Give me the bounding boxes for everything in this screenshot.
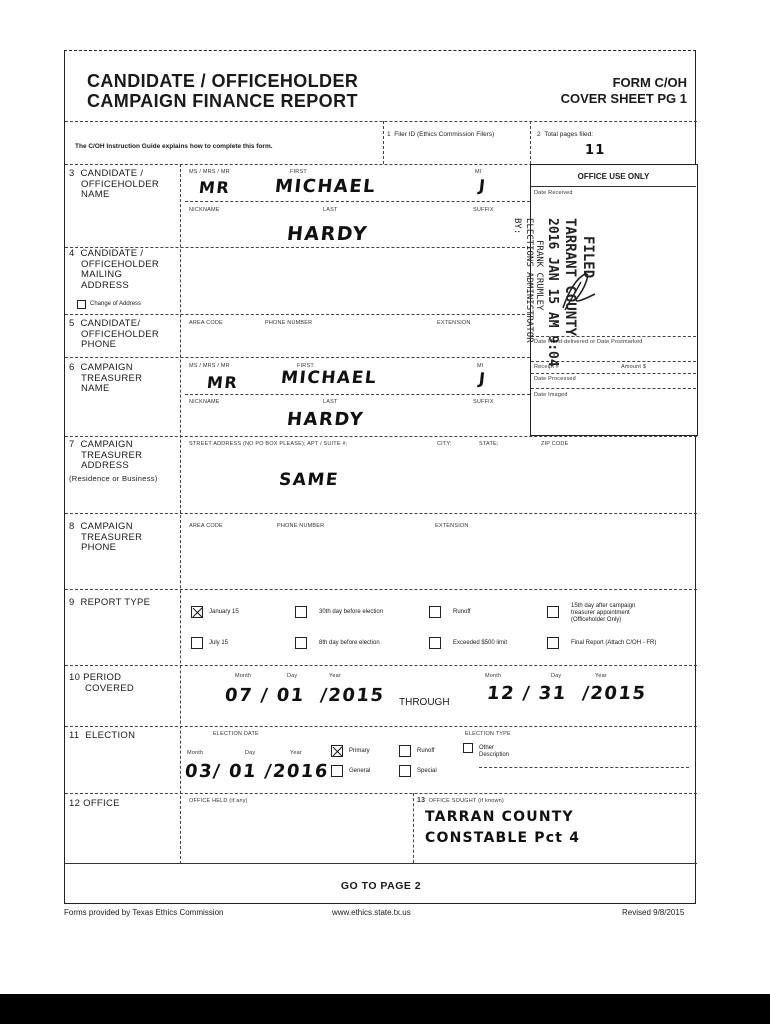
election-type-primary-checkbox[interactable] xyxy=(331,745,343,757)
period-to-date[interactable]: 12 / 31 /2015 xyxy=(485,683,648,704)
section-7-label: 7 CAMPAIGN TREASURER ADDRESS (Residence or Business) xyxy=(69,439,158,483)
instructions-text: The C/OH Instruction Guide explains how to complete this form. xyxy=(75,143,273,150)
form-id: FORM C/OH COVER SHEET PG 1 xyxy=(560,75,687,106)
report-type-8th-day-checkbox[interactable] xyxy=(295,637,307,649)
footer-left: Forms provided by Texas Ethics Commission xyxy=(64,908,224,917)
filer-id-label: 1 Filer ID (Ethics Commission Filers) xyxy=(387,131,495,138)
section-8-label: 8 CAMPAIGN TREASURER PHONE xyxy=(69,521,143,553)
section-13-label: 13 OFFICE SOUGHT (if known) xyxy=(417,797,504,804)
section-3-label: 3 CANDIDATE / OFFICEHOLDER NAME xyxy=(69,168,160,200)
report-type-runoff-checkbox[interactable] xyxy=(429,606,441,618)
total-pages-value[interactable]: 11 xyxy=(585,143,606,158)
form-title: CANDIDATE / OFFICEHOLDER CAMPAIGN FINANCE REPORT xyxy=(87,71,359,111)
through-label: THROUGH xyxy=(399,697,450,708)
candidate-mi[interactable]: J xyxy=(478,176,488,195)
section-4-label: 4 CANDIDATE / OFFICEHOLDER MAILING ADDRESS xyxy=(69,248,160,291)
report-type-15th-day-checkbox[interactable] xyxy=(547,606,559,618)
candidate-last-name[interactable]: HARDY xyxy=(285,223,370,245)
signature-mark xyxy=(555,270,605,316)
election-date[interactable]: 03/ 01 /2016 xyxy=(183,761,331,782)
section-9-label: 9 REPORT TYPE xyxy=(69,597,151,608)
footer-url[interactable]: www.ethics.state.tx.us xyxy=(332,908,411,917)
treasurer-last-name[interactable]: HARDY xyxy=(285,409,366,430)
change-of-address-checkbox[interactable] xyxy=(77,300,86,309)
section-10-label: 10 PERIOD COVERED xyxy=(69,672,135,694)
filed-stamp: FILED TARRANT COUNTY 2016 JAN 15 AM 9:04 FRANK CRUMLEY ELECTIONS ADMINISTRATOR BY: xyxy=(512,218,596,367)
treasurer-title[interactable]: MR xyxy=(206,373,240,392)
section-12-label: 12 OFFICE xyxy=(69,798,120,809)
report-type-30th-day-checkbox[interactable] xyxy=(295,606,307,618)
candidate-first-name[interactable]: MICHAEL xyxy=(273,176,378,197)
office-sought-line2[interactable]: CONSTABLE Pct 4 xyxy=(425,830,581,846)
treasurer-address[interactable]: SAME xyxy=(277,470,340,490)
election-type-runoff-checkbox[interactable] xyxy=(399,745,411,757)
section-6-label: 6 CAMPAIGN TREASURER NAME xyxy=(69,362,143,394)
report-type-exceeded-limit-checkbox[interactable] xyxy=(429,637,441,649)
treasurer-first-name[interactable]: MICHAEL xyxy=(279,368,379,388)
election-type-general-checkbox[interactable] xyxy=(331,765,343,777)
treasurer-mi[interactable]: J xyxy=(478,369,488,388)
total-pages-label: 2 Total pages filed: xyxy=(537,131,594,138)
section-5-label: 5 CANDIDATE/ OFFICEHOLDER PHONE xyxy=(69,318,160,350)
office-use-only-box: OFFICE USE ONLY Date Received Date Hand-delivered or Date Postmarked Receipt # Amount $ Date Processed Date Imaged xyxy=(530,164,698,436)
scan-border xyxy=(0,994,770,1024)
go-to-page-2: GO TO PAGE 2 xyxy=(340,880,422,892)
report-type-july-15-checkbox[interactable] xyxy=(191,637,203,649)
candidate-title[interactable]: MR xyxy=(198,178,232,197)
period-from-date[interactable]: 07 / 01 /2015 xyxy=(223,685,386,706)
office-sought-line1[interactable]: TARRAN COUNTY xyxy=(425,809,574,825)
section-11-label: 11 ELECTION xyxy=(69,730,136,741)
report-type-final-report-checkbox[interactable] xyxy=(547,637,559,649)
coh-cover-sheet: CANDIDATE / OFFICEHOLDER CAMPAIGN FINANCE REPORT FORM C/OH COVER SHEET PG 1 The C/OH Instruction Guide explains how to complete this form. 1 Filer ID (Ethics Commission Filers) 2 Total pages filed: 11 3 CANDIDATE / OFFICEHOLDER NAME MS / MRS / MR FIRST MI MR MICHAEL J NICKNAME LAST SUFFIX HARDY 4 CANDIDATE / OFFICEHOLDER MAILING ADDRESS Change of Address 5 CANDIDATE/ OFFICEHOLDER PHONE AREA CODE PHONE NUMBER EXTENSION 6 CAMPAIGN TREASURER NAME MS / MRS / MR FIRST MI MR MICHAEL J NICKNAME LAST SUFFIX HARDY 7 CAMPAIGN TREASURER ADDRESS (Residence or Business) STREET ADDRESS (NO PO BOX PLEASE); APT / SUITE #; CITY; STATE; ZIP CODE SAME 8 CAMPAIGN TREASURER PHONE AREA CODE PHONE NUMBER EXTENSION 9 REPORT TYPE January 15 30th day before election Runoff 15th day after campaign treasurer appointment (Officeholder Only) July 15 8th day before election Exceeded $500 limit Final Report (Attach C/OH - FR) 10 PERIOD COVERED Month Day Year 07 / 01 /2015 THROUGH Month Day Year 12 / 31 /2015 11 ELECTION ELECTION DATE Month Day Year 03/ 01 /2016 ELECTION TYPE Primary Runoff Other Description General Special 12 OFFICE OFFICE HELD (if any) 13 OFFICE SOUGHT (if known) TARRAN COUNTY CONSTABLE Pct 4 GO TO PAGE 2 OFFICE USE ONLY Date Received Date Hand-delivered or Date Postmarked Receipt # Amount $ Date Processed Date Imaged xyxy=(64,50,696,904)
election-type-special-checkbox[interactable] xyxy=(399,765,411,777)
report-type-january-15-checkbox[interactable] xyxy=(191,606,203,618)
footer-revised: Revised 9/8/2015 xyxy=(622,908,685,917)
election-type-other-checkbox[interactable] xyxy=(463,743,473,753)
